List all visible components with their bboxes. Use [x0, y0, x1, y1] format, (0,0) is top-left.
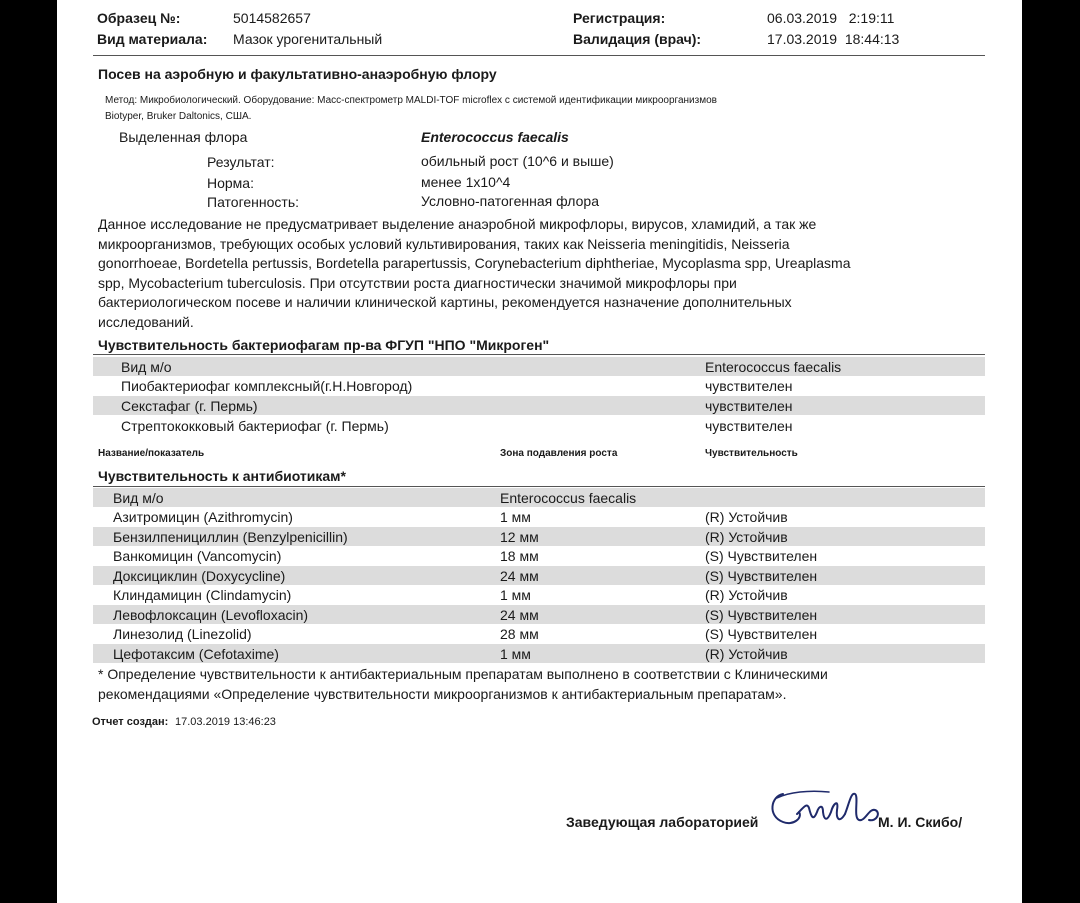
antibiotic-result: (S) Чувствителен: [705, 626, 818, 642]
signature-svg: [769, 782, 889, 834]
validation-value: 17.03.2019 18:44:13: [767, 31, 900, 47]
antibiotic-zone: 1 мм: [500, 646, 531, 662]
antibiotic-zone: 12 мм: [500, 529, 539, 545]
note-line: spp, Mycobacterium tuberculosis. При отсутствии роста диагностически значимой микрофлоры при: [98, 274, 737, 291]
phage-divider: [93, 354, 985, 355]
phage-header-shade: [93, 357, 985, 376]
antibiotic-name: Клиндамицин (Clindamycin): [113, 587, 292, 603]
pathogenicity-value: Условно-патогенная флора: [421, 193, 599, 209]
signature-image: [769, 782, 889, 834]
header-divider: [93, 55, 985, 56]
note-line: gonorrhoeae, Bordetella pertussis, Bordetella parapertussis, Corynebacterium diphtheriae, Mycoplasma spp, Ureaplasma: [98, 255, 851, 271]
material-value: Мазок урогенитальный: [233, 31, 383, 47]
method-line-1: Метод: Микробиологический. Оборудование: Масс-спектрометр MALDI-TOF microflex с системой идентификации микроорганизмов: [105, 95, 717, 106]
antibiotic-zone: 1 мм: [500, 587, 531, 603]
col-name-header: Название/показатель: [98, 448, 205, 459]
phage-name: Стрептококковый бактериофаг (г. Пермь): [121, 418, 389, 434]
report-sheet: [57, 0, 1022, 903]
antibiotic-result: (R) Устойчив: [705, 646, 788, 662]
antibiotic-result: (S) Чувствителен: [705, 548, 818, 564]
antibiotic-name: Доксициклин (Doxycycline): [113, 568, 286, 584]
antibiotic-name: Бензилпенициллин (Benzylpenicillin): [113, 529, 348, 545]
antibiotic-result: (R) Устойчив: [705, 529, 788, 545]
antibiotic-result: (R) Устойчив: [705, 587, 788, 603]
phage-title: Чувствительность бактериофагам пр-ва ФГУП "НПО "Микроген": [98, 337, 550, 353]
method-line-2: Biotyper, Bruker Daltonics, США.: [105, 111, 252, 122]
footnote-line-1: * Определение чувствительности к антибактериальным препаратам выполнено в соответствии с Клиническими: [98, 666, 828, 682]
phage-header-label: Вид м/о: [121, 359, 172, 375]
antibiotic-name: Линезолид (Linezolid): [113, 626, 252, 642]
antibiotic-name: Цефотаксим (Cefotaxime): [113, 646, 279, 662]
culture-note: [98, 215, 851, 332]
antibiotic-name: Азитромицин (Azithromycin): [113, 509, 293, 525]
antibiotic-zone: 18 мм: [500, 548, 539, 564]
antibiotic-result: (S) Чувствителен: [705, 607, 818, 623]
head-label: Заведующая лабораторией: [566, 814, 759, 830]
antibiotic-zone: 28 мм: [500, 626, 539, 642]
antibiotics-title: Чувствительность к антибиотикам*: [98, 468, 346, 484]
antibiotic-result: (S) Чувствителен: [705, 568, 818, 584]
note-line: бактериологическом посеве и наличии клинической картины, рекомендуется назначение дополнительных: [98, 294, 792, 310]
registration-label: Регистрация:: [573, 10, 666, 26]
sample-label: Образец №:: [97, 10, 181, 26]
antibiotic-zone: 1 мм: [500, 509, 531, 525]
phage-result: чувствителен: [705, 398, 793, 414]
phage-name: Секстафаг (г. Пермь): [121, 398, 258, 414]
phage-header-value: Enterococcus faecalis: [705, 359, 842, 375]
validation-label: Валидация (врач):: [573, 31, 702, 47]
created-label: Отчет создан:: [92, 716, 169, 728]
result-value: обильный рост (10^6 и выше): [421, 153, 614, 169]
created-value: 17.03.2019 13:46:23: [175, 716, 276, 728]
material-label: Вид материала:: [97, 31, 208, 47]
phage-name: Пиобактериофаг комплексный(г.Н.Новгород): [121, 378, 413, 394]
ab-header-value: Enterococcus faecalis: [500, 490, 637, 506]
footnote-line-2: рекомендациями «Определение чувствительности микроорганизмов к антибактериальным препаратам».: [98, 686, 787, 702]
antibiotic-zone: 24 мм: [500, 568, 539, 584]
result-label: Результат:: [207, 154, 275, 170]
phage-result: чувствителен: [705, 418, 793, 434]
note-line: Данное исследование не предусматривает выделение анаэробной микрофлоры, вирусов, хламидий, а так же: [98, 216, 817, 232]
pathogenicity-label: Патогенность:: [207, 194, 300, 210]
antibiotic-name: Ванкомицин (Vancomycin): [113, 548, 282, 564]
flora-value: Enterococcus faecalis: [421, 129, 569, 145]
note-line: исследований.: [98, 313, 194, 330]
norm-value: менее 1x10^4: [421, 174, 511, 190]
culture-title: Посев на аэробную и факультативно-анаэробную флору: [98, 66, 497, 82]
col-zone-header: Зона подавления роста: [500, 448, 618, 459]
norm-label: Норма:: [207, 175, 254, 191]
sample-value: 5014582657: [233, 10, 311, 26]
registration-value: 06.03.2019 2:19:11: [767, 10, 895, 26]
antibiotic-result: (R) Устойчив: [705, 509, 788, 525]
phage-result: чувствителен: [705, 378, 793, 394]
col-sens-header: Чувствительность: [705, 448, 798, 459]
head-name: М. И. Скибо/: [878, 814, 963, 830]
flora-label: Выделенная флора: [119, 129, 248, 145]
antibiotics-divider: [93, 486, 985, 487]
antibiotic-zone: 24 мм: [500, 607, 539, 623]
antibiotic-name: Левофлоксацин (Levofloxacin): [113, 607, 309, 623]
ab-header-label: Вид м/о: [113, 490, 164, 506]
note-line: микроорганизмов, требующих особых условий культивирования, таких как Neisseria meningitidis, Neisseria: [98, 235, 790, 252]
